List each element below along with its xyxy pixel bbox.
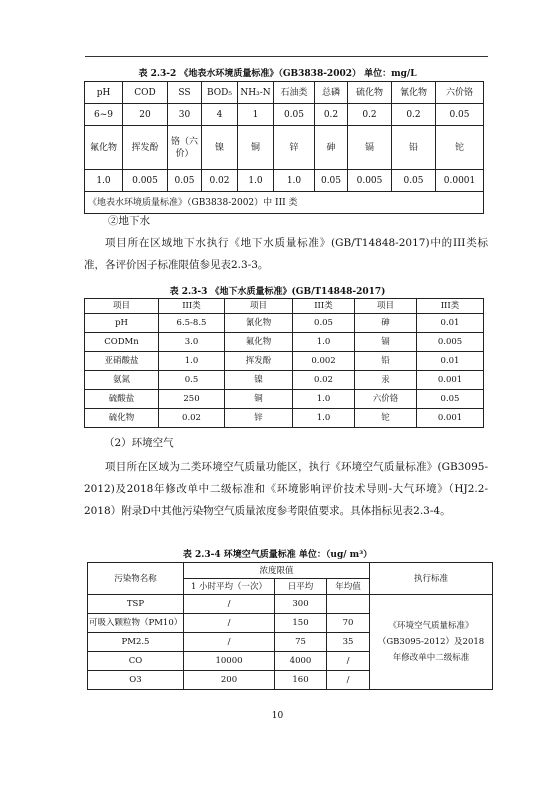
- cell: 硫化物: [85, 409, 159, 428]
- cell: 0.001: [417, 409, 484, 428]
- cell: 0.5: [159, 371, 225, 390]
- cell: 0.02: [202, 170, 238, 192]
- cell: 1.0: [85, 170, 123, 192]
- cell: 氰化物: [392, 82, 436, 104]
- standard-cell: 《环境空气质量标准》（GB3095-2012）及2018 年修改单中二级标准: [370, 595, 493, 690]
- table2-caption: 表 2.3-3 《地下水质量标准》(GB/T14848-2017): [169, 287, 386, 297]
- cell: 300: [275, 595, 327, 614]
- air-heading: （2）环境空气: [104, 437, 174, 449]
- cell: 10000: [184, 652, 275, 671]
- cell: NH₃-N: [238, 82, 274, 104]
- table-row: [85, 352, 484, 371]
- cell: 200: [184, 671, 275, 690]
- cell: 250: [159, 390, 225, 409]
- cell: 75: [275, 633, 327, 652]
- cell: 1.0: [293, 390, 355, 409]
- cell: 镍: [202, 126, 238, 170]
- cell: /: [327, 671, 370, 690]
- cell: 4: [202, 104, 238, 126]
- cell: 铊: [355, 409, 417, 428]
- cell: /: [184, 614, 275, 633]
- header-cell: III类: [417, 299, 484, 314]
- air-quality-table: [87, 562, 493, 690]
- cell: 0.2: [348, 104, 392, 126]
- cell: 0.05: [315, 170, 348, 192]
- cell: 0.05: [293, 314, 355, 333]
- air-paragraph: 项目所在区域为二类环境空气质量功能区，执行《环境空气质量标准》(GB3095-2012)及2018年修改单中二级标准和《环境影响评价技术导则-大气环境》（HJ2.2-2018）附录D中其他污染物空气质量浓度参考限值要求。具体指标见表2.3-4。: [84, 461, 488, 517]
- cell: 氨氮: [85, 371, 159, 390]
- cell: pH: [85, 314, 159, 333]
- cell: 铊: [436, 126, 484, 170]
- table1-caption: 表 2.3-2 《地表水环境质量标准》（GB3838-2002） 单位：mg/L: [138, 69, 417, 79]
- cell: /: [184, 595, 275, 614]
- header-cell: 项目: [85, 299, 159, 314]
- cell: O3: [88, 671, 184, 690]
- cell: 砷: [355, 314, 417, 333]
- cell: 0.05: [274, 104, 315, 126]
- cell: 可吸入颗粒物（PM10）: [88, 614, 184, 633]
- header-rule: [85, 56, 488, 57]
- header-cell: III类: [159, 299, 225, 314]
- cell: 铬（六价）: [168, 126, 202, 170]
- cell: 镉: [348, 126, 392, 170]
- table-row: [88, 595, 493, 614]
- table3-caption: 表 2.3-4 环境空气质量标准 单位：（ug/ m³）: [182, 550, 373, 560]
- cell: 氟化物: [225, 333, 293, 352]
- cell: 挥发酚: [123, 126, 168, 170]
- cell: 锌: [274, 126, 315, 170]
- cell: 六价铬: [355, 390, 417, 409]
- groundwater-paragraph: 项目所在区域地下水执行《地下水质量标准》(GB/T14848-2017)中的III类标准，各评价因子标准限值参见表2.3-3。: [84, 237, 488, 271]
- cell: 镍: [225, 371, 293, 390]
- header-1h: 1 小时平均（一次）: [184, 579, 275, 595]
- cell: 1.0: [274, 170, 315, 192]
- cell: 0.01: [417, 352, 484, 371]
- cell: 铜: [238, 126, 274, 170]
- cell: /: [327, 652, 370, 671]
- cell: 0.2: [392, 104, 436, 126]
- cell: TSP: [88, 595, 184, 614]
- cell: 0.002: [293, 352, 355, 371]
- cell: 1: [238, 104, 274, 126]
- cell: 汞: [355, 371, 417, 390]
- cell: 20: [123, 104, 168, 126]
- header-cell: 项目: [225, 299, 293, 314]
- cell: 35: [327, 633, 370, 652]
- cell: 0.05: [436, 104, 484, 126]
- cell: 3.0: [159, 333, 225, 352]
- cell: 6.5-8.5: [159, 314, 225, 333]
- cell: 0.001: [417, 371, 484, 390]
- cell: 0.05: [168, 170, 202, 192]
- header-limit: 浓度限值: [184, 563, 370, 579]
- cell: 铅: [355, 352, 417, 371]
- cell: 氟化物: [85, 126, 123, 170]
- cell: 0.005: [123, 170, 168, 192]
- header-cell: III类: [293, 299, 355, 314]
- cell: [327, 595, 370, 614]
- header-year: 年均值: [327, 579, 370, 595]
- page-number: 10: [271, 711, 284, 721]
- cell: 六价铬: [436, 82, 484, 104]
- cell: 亚硝酸盐: [85, 352, 159, 371]
- cell: 0.005: [348, 170, 392, 192]
- cell: SS: [168, 82, 202, 104]
- cell: 0.0001: [436, 170, 484, 192]
- cell: 4000: [275, 652, 327, 671]
- cell: 30: [168, 104, 202, 126]
- cell: 1.0: [293, 409, 355, 428]
- groundwater-table: [84, 298, 484, 428]
- cell: 1.0: [238, 170, 274, 192]
- groundwater-heading: ②地下水: [108, 215, 150, 227]
- cell: 硫化物: [348, 82, 392, 104]
- cell: 0.005: [417, 333, 484, 352]
- cell: 150: [275, 614, 327, 633]
- cell: 160: [275, 671, 327, 690]
- cell: 镉: [355, 333, 417, 352]
- cell: 0.05: [392, 170, 436, 192]
- cell: 锌: [225, 409, 293, 428]
- header-cell: 项目: [355, 299, 417, 314]
- cell: BOD₅: [202, 82, 238, 104]
- header-standard: 执行标准: [370, 563, 493, 595]
- cell: 0.02: [159, 409, 225, 428]
- cell: CODMn: [85, 333, 159, 352]
- cell: 石油类: [274, 82, 315, 104]
- cell: 0.01: [417, 314, 484, 333]
- cell: CO: [88, 652, 184, 671]
- cell: PM2.5: [88, 633, 184, 652]
- cell: 0.05: [417, 390, 484, 409]
- cell: 总磷: [315, 82, 348, 104]
- cell: 砷: [315, 126, 348, 170]
- cell: pH: [85, 82, 123, 104]
- cell: 70: [327, 614, 370, 633]
- table-row: [85, 333, 484, 352]
- cell: 1.0: [159, 352, 225, 371]
- cell: 铅: [392, 126, 436, 170]
- cell: 1.0: [293, 333, 355, 352]
- table-row: [85, 314, 484, 333]
- cell: /: [184, 633, 275, 652]
- cell: 0.02: [293, 371, 355, 390]
- cell: 挥发酚: [225, 352, 293, 371]
- table-row: [85, 390, 484, 409]
- cell: 铜: [225, 390, 293, 409]
- cell: 6~9: [85, 104, 123, 126]
- table1-note: 《地表水环境质量标准》（GB3838-2002）中 III 类: [85, 192, 484, 214]
- table-row: [85, 409, 484, 428]
- cell: COD: [123, 82, 168, 104]
- table-row: [85, 371, 484, 390]
- cell: 0.2: [315, 104, 348, 126]
- header-day: 日平均: [275, 579, 327, 595]
- cell: 硫酸盐: [85, 390, 159, 409]
- header-pollutant: 污染物名称: [88, 563, 184, 595]
- surface-water-table: [84, 81, 484, 214]
- cell: 氰化物: [225, 314, 293, 333]
